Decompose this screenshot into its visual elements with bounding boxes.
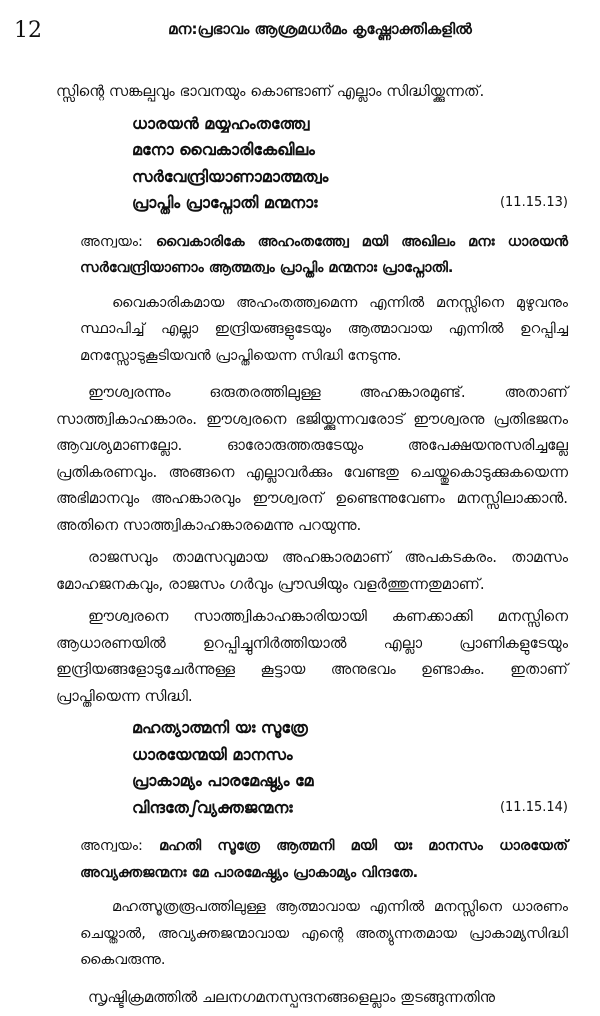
verse-line: സർവേന്ദ്രിയാണാമാത്മത്വം bbox=[132, 166, 329, 186]
verse-meaning: മഹത്സൂത്രരൂപത്തിലുള്ള ആത്മാവായ എന്നിൽ മനസ്സിനെ ധാരണം ചെയ്താൽ, അവ്യക്തജന്മാവായ എന്റെ അത്യുന്നതമായ പ്രാകാമ്യസിദ്ധി കൈവരുന്നു. bbox=[80, 899, 568, 968]
verse-line: ധാരയൻ മയ്യഹംതത്ത്വേ bbox=[132, 113, 310, 133]
verse-line: പ്രാപ്തിം പ്രാപ്നോതി മന്മനാഃ (11.15.13) bbox=[132, 190, 568, 217]
anvaya-label: അന്വയം: bbox=[80, 838, 143, 854]
page-header bbox=[0, 14, 600, 54]
paragraph: ഈശ്വരന്നും ഒരുതരത്തിലുള്ള അഹങ്കാരമുണ്ട്. അതാണ് സാത്ത്വികാഹങ്കാരം. ഈശ്വരനെ ഭജിയ്ക്കുന്നവരോട് ഈശ്വരനു പ്രതിഭജനം ആവശ്യമാണല്ലോ. ഓരോരുത്തരുടേയും അപേക്ഷയനുസരിച്ചല്ലേ പ്രതികരണവും. അങ്ങനെ എല്ലാവർക്കും വേണ്ടതു ചെയ്തുകൊടുക്കുകയെന്ന അഭിമാനവും അഹങ്കാരവും ഈശ്വരന് ഉണ്ടെന്നുവേണം മനസ്സിലാക്കാൻ. അതിനെ സാത്ത്വികാഹങ്കാരമെന്നു പറയുന്നു. bbox=[56, 383, 568, 534]
anvaya-text: അന്വയം: വൈകാരികേ അഹംതത്ത്വേ മയി അഖിലം മനഃ ധാരയൻ സർവേന്ദ്രിയാണാം ആത്മത്വം പ്രാപ്തിം മന്മനാഃ പ്രാപ്നോതി. bbox=[80, 233, 568, 276]
paragraph: ഈശ്വരനെ സാത്ത്വികാഹങ്കാരിയായി കണക്കാക്കി മനസ്സിനെ ആധാരണയിൽ ഉറപ്പിച്ചുനിർത്തിയാൽ എല്ലാ പ്രാണികളുടേയും ഇന്ദ്രിയങ്ങളോടുചേർന്നുള്ള കൂട്ടായ അനുഭവം ഉണ്ടാകും. ഇതാണ് പ്രാപ്തിയെന്ന സിദ്ധി. bbox=[56, 607, 568, 705]
commentary-block-2 bbox=[80, 833, 568, 974]
verse-11-15-13 bbox=[56, 111, 568, 217]
anvaya-text: അന്വയം: മഹതി സൂത്രേ ആത്മനി മയി യഃ മാനസം ധാരയേത് അവ്യക്തജന്മനഃ മേ പാരമേഷ്ഠ്യം പ്രാകാമ്യം വിന്ദതേ. bbox=[80, 838, 568, 881]
anvaya-label: അന്വയം: bbox=[80, 233, 143, 250]
verse-line: വിന്ദതേഽവ്യക്തജന്മനഃ (11.15.14) bbox=[132, 795, 568, 822]
paragraph: സൃഷ്ടിക്രമത്തിൽ ചലനഗമനസ്പന്ദനങ്ങളെല്ലാം തുടങ്ങുന്നതിനു bbox=[88, 987, 496, 1006]
verse-11-15-14 bbox=[56, 715, 568, 821]
paragraph: രാജസവും താമസവുമായ അഹങ്കാരമാണ് അപകടകരം. താമസം മോഹജനകവും, രാജസം ഗർവും പ്രൗഢിയും വളർത്തുന്നതുമാണ്. bbox=[56, 548, 568, 593]
verse-meaning: വൈകാരികമായ അഹംതത്ത്വമെന്ന എന്നിൽ മനസ്സിനെ മുഴുവനും സ്ഥാപിച്ച് എല്ലാ ഇന്ദ്രിയങ്ങളുടേയും ആത്മാവായ എന്നിൽ ഉറപ്പിച്ച മനസ്സോടുകൂടിയവൻ പ്രാപ്തിയെന്ന സിദ്ധി നേടുന്നു. bbox=[80, 294, 568, 364]
verse-line: ധാരയേന്മയി മാനസം bbox=[132, 744, 293, 764]
paragraph-continued: സ്സിന്റെ സങ്കല്പവും ഭാവനയും കൊണ്ടാണ് എല്ലാം സിദ്ധിയ്ക്കുന്നത്. bbox=[56, 82, 485, 100]
verse-line: മഹത്യാത്മനി യഃ സൂത്രേ bbox=[132, 718, 308, 737]
running-title: മന:പ്രഭാവം ആശ്രമധർമം കൃഷ്ണോക്തികളിൽ bbox=[168, 20, 472, 38]
page-number: 12 bbox=[14, 18, 42, 43]
page-body bbox=[56, 78, 568, 1016]
commentary-block-1 bbox=[80, 229, 568, 370]
verse-line: മനോ വൈകാരികേഖിലം bbox=[132, 140, 315, 159]
verse-reference: (11.15.13) bbox=[499, 195, 568, 210]
verse-line: പ്രാകാമ്യം പാരമേഷ്ഠ്യം മേ bbox=[132, 771, 314, 790]
verse-reference: (11.15.14) bbox=[499, 799, 568, 815]
